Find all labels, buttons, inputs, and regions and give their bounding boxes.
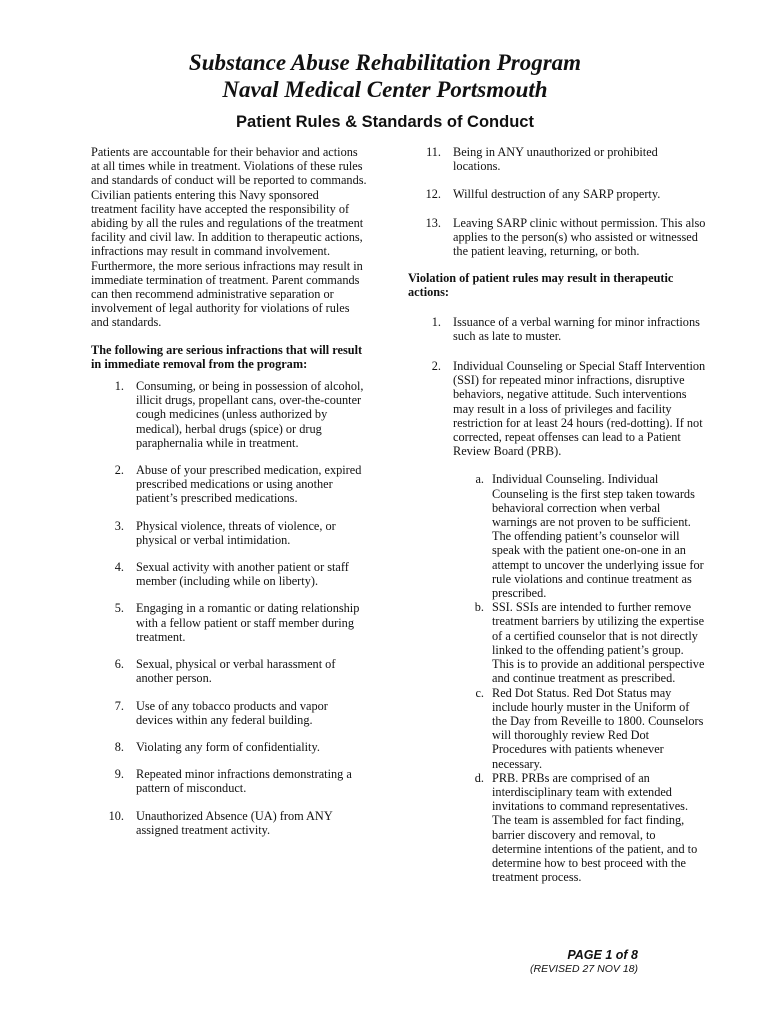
item-text: Sexual activity with another patient or staff member (including while on liberty).	[136, 560, 349, 589]
list-item	[408, 315, 706, 343]
right-column	[408, 145, 706, 884]
list-item	[91, 767, 367, 795]
page-footer	[530, 948, 638, 976]
item-text: SSI. SSIs are intended to further remove treatment barriers by utilizing the expertise of a certified counselor that is not directly linked to the offending patient’s group. This is to provide an additional perspective and continue treatment as prescribed.	[492, 600, 705, 686]
sub-list-item	[408, 600, 706, 685]
sub-list-item	[408, 771, 706, 885]
list-item	[408, 216, 706, 259]
item-text: Individual Counseling or Special Staff Intervention (SSI) for repeated minor infractions, disruptive behaviors, negative attitude. Such interventions may result in a loss of privileges and facility restriction for at least 24 hours (red-dotting). If not corrected, repeat offenses can lead to a Patient Review Board (PRB).	[453, 359, 706, 459]
serious-infractions-heading: The following are serious infractions that will result in immediate removal from the program:	[91, 342, 363, 371]
sub-list-item	[408, 686, 706, 771]
item-text: Sexual, physical or verbal harassment of another person.	[136, 657, 336, 686]
list-item	[408, 187, 706, 201]
item-text: Physical violence, threats of violence, or physical or verbal intimidation.	[136, 518, 336, 547]
item-number: 11.	[426, 145, 441, 159]
item-number: 8.	[114, 739, 124, 754]
serious-infractions-list-continued	[408, 145, 706, 258]
item-text: Repeated minor infractions demonstrating a pattern of misconduct.	[136, 767, 352, 796]
document-subtitle: Patient Rules & Standards of Conduct	[236, 113, 534, 131]
item-text: Issuance of a verbal warning for minor infractions such as late to muster.	[453, 314, 700, 343]
item-text: Violating any form of confidentiality.	[136, 739, 320, 754]
item-number: 6.	[114, 657, 124, 672]
list-item	[91, 699, 367, 727]
intro-paragraph: Patients are accountable for their behavior and actions at all times while in treatment. Violations of these rules and standards of conduct will be reported to commands. Civilian patients entering this Navy sponsored treatment facility have accepted the responsibility of abiding by all the rules and regulations of the treatment facility and civil law. In addition to therapeutic actions, infractions may result in command involvement. Furthermore, the more serious infractions may result in immediate termination of treatment. Parent commands can then recommend administrative separation or involvement of legal authority for violations of rules and standards.	[91, 145, 367, 330]
item-text: Consuming, or being in possession of alcohol, illicit drugs, propellant cans, over-the-counter cough medicines (unless authorized by medical), herbal drugs (spice) or drug paraphernalia while in treatment.	[136, 379, 364, 450]
list-item	[91, 601, 367, 644]
item-letter: d.	[474, 770, 484, 785]
item-number: 7.	[114, 698, 124, 713]
serious-infractions-list	[91, 379, 367, 837]
item-text: PRB. PRBs are comprised of an interdisciplinary team with extended invitations to command representatives. The team is assembled for fact finding, barrier discovery and removal, to determine intentions of the patient, and to determine how to best proceed with the treatment process.	[492, 770, 698, 885]
item-number: 1.	[431, 314, 441, 329]
item-text: Use of any tobacco products and vapor devices within any federal building.	[136, 698, 328, 727]
left-column	[91, 145, 367, 837]
item-text: Unauthorized Absence (UA) from ANY assigned treatment activity.	[136, 808, 333, 837]
item-number: 4.	[114, 560, 124, 575]
list-item	[91, 379, 367, 450]
item-number: 1.	[114, 379, 124, 394]
revision-date: (REVISED 27 NOV 18)	[530, 963, 638, 975]
list-item	[91, 463, 367, 506]
item-letter: a.	[475, 472, 484, 487]
item-number: 10.	[108, 808, 124, 823]
item-number: 2.	[431, 359, 441, 374]
item-number: 13.	[425, 215, 441, 230]
list-item	[91, 809, 367, 837]
document-title-organization: Naval Medical Center Portsmouth	[222, 77, 548, 102]
item-text: Red Dot Status. Red Dot Status may include hourly muster in the Uniform of the Day from Reveille to 1800. Counselors will thoroughly review Red Dot Procedures with patients whenever necessary.	[492, 685, 704, 771]
therapeutic-sub-actions-list	[408, 472, 706, 884]
item-number: 2.	[114, 463, 124, 478]
document-title: Substance Abuse Rehabilitation Program	[188, 50, 582, 75]
item-number: 5.	[114, 601, 124, 616]
item-letter: c.	[475, 685, 484, 700]
list-item	[91, 519, 367, 547]
item-letter: b.	[474, 600, 484, 615]
item-text: Willful destruction of any SARP property.	[453, 187, 661, 202]
item-text: Abuse of your prescribed medication, expired prescribed medications or using another patient’s prescribed medications.	[136, 463, 362, 506]
item-number: 3.	[114, 518, 124, 533]
item-text: Being in ANY unauthorized or prohibited locations.	[453, 145, 658, 174]
item-text: Leaving SARP clinic without permission. This also applies to the person(s) who assisted or witnessed the patient leaving, returning, or both.	[453, 215, 706, 259]
sub-list-item	[408, 472, 706, 600]
item-number: 12.	[425, 187, 441, 202]
list-item	[91, 657, 367, 685]
list-item	[91, 740, 367, 754]
list-item	[408, 359, 706, 884]
therapeutic-actions-list	[408, 315, 706, 885]
page-number: PAGE 1 of 8	[567, 948, 638, 962]
item-text: Engaging in a romantic or dating relationship with a fellow patient or staff member during treatment.	[136, 601, 360, 644]
item-number: 9.	[114, 767, 124, 782]
list-item	[91, 560, 367, 588]
violation-actions-heading: Violation of patient rules may result in therapeutic actions:	[408, 271, 674, 300]
list-item	[408, 145, 706, 173]
item-text: Individual Counseling. Individual Counseling is the first step taken towards behavioral correction when verbal warnings are not proven to be sufficient. The offending patient’s counselor will speak with the patient one-on-one in an attempt to uncover the underlying issue for rule violations and continue treatment as prescribed.	[492, 472, 704, 601]
